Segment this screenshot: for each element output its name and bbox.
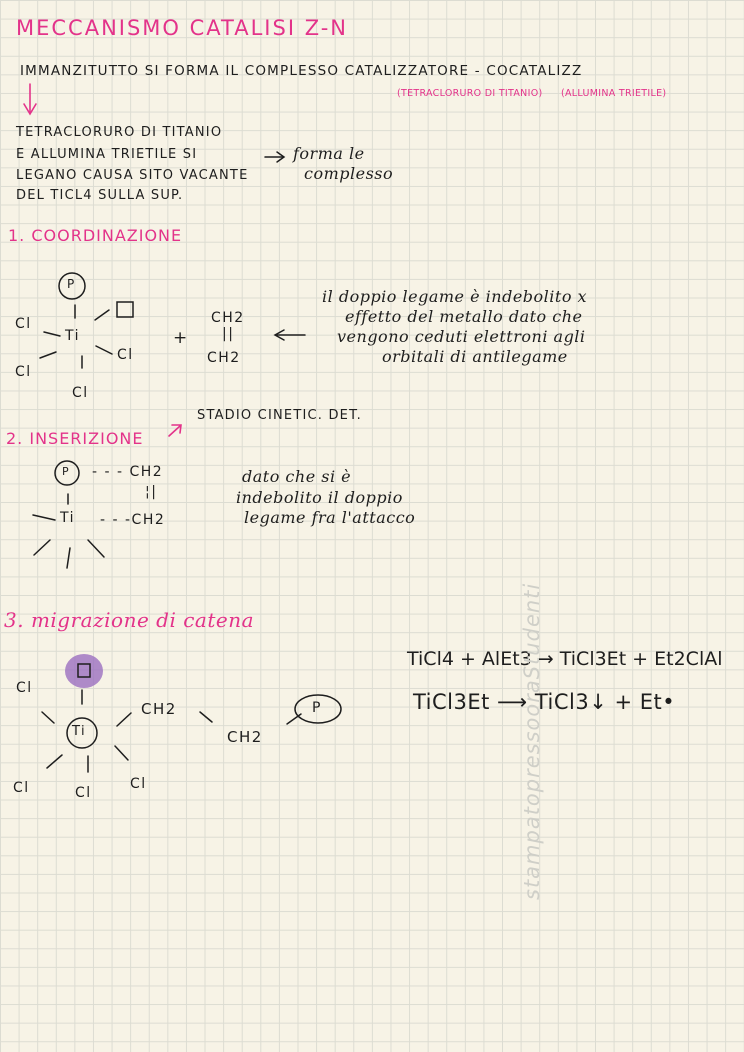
- polymer-label-3: P: [312, 700, 322, 716]
- ti-atom: Ti: [65, 328, 81, 344]
- cl-atom-7: Cl: [75, 785, 92, 801]
- migration-ch2-2: CH2: [227, 728, 263, 746]
- cl-atom-4: Cl: [72, 385, 89, 401]
- insertion-ch2-bottom: - - -CH2: [100, 512, 166, 528]
- heading-inserzione: 2. INSERIZIONE: [6, 429, 144, 448]
- insertion-explanation-3: legame fra l'attacco: [244, 508, 416, 527]
- insertion-ch2-top: - - - CH2: [92, 464, 164, 480]
- cl-atom-3: Cl: [15, 364, 32, 380]
- cocatalyst-note: (ALLUMINA TRIETILE): [561, 88, 667, 99]
- intro-block-line-2: E ALLUMINA TRIETILE SI: [16, 147, 198, 162]
- coordination-explanation-2: effetto del metallo dato che: [345, 307, 583, 326]
- intro-arrow-text-1: forma le: [293, 144, 365, 163]
- equation-2: TiCl3Et ⟶ TiCl3↓ + Et•: [413, 690, 676, 714]
- ethylene-double-bond: ||: [222, 326, 235, 342]
- insertion-bond: ¦|: [145, 484, 158, 500]
- intro-block-line-1: TETRACLORURO DI TITANIO: [16, 125, 223, 140]
- ti-atom-2: Ti: [60, 510, 76, 526]
- intro-block-line-4: DEL TICL4 SULLA SUP.: [16, 188, 184, 203]
- cl-atom-6: Cl: [13, 780, 30, 796]
- ethylene-ch2-top: CH2: [211, 310, 245, 326]
- insertion-explanation-2: indebolito il doppio: [236, 488, 403, 507]
- cl-atom-2: Cl: [117, 347, 134, 363]
- coordination-explanation-3: vengono ceduti elettroni agli: [337, 327, 586, 346]
- catalyst-note: (TETRACLORURO DI TITANIO): [397, 88, 543, 99]
- equation-1: TiCl4 + AlEt3 → TiCl3Et + Et2ClAl: [407, 648, 723, 670]
- watermark: stampatopressooraStudenti: [520, 582, 544, 900]
- coordination-explanation-4: orbitali di antilegame: [382, 347, 568, 366]
- page-title: MECCANISMO CATALISI Z-N: [16, 16, 348, 40]
- intro-arrow-text-2: complesso: [304, 164, 394, 183]
- intro-block-line-3: LEGANO CAUSA SITO VACANTE: [16, 168, 249, 183]
- heading-coordinazione: 1. COORDINAZIONE: [8, 226, 183, 245]
- insertion-explanation-1: dato che si è: [242, 467, 352, 486]
- ethylene-ch2-bottom: CH2: [207, 350, 241, 366]
- heading-migrazione: 3. migrazione di catena: [4, 608, 254, 632]
- polymer-label-2: P: [62, 465, 71, 478]
- cl-atom-1: Cl: [15, 316, 32, 332]
- intro-line: IMMANZITUTTO SI FORMA IL COMPLESSO CATALIZZATORE - COCATALIZZ: [20, 63, 583, 79]
- plus-sign: +: [173, 328, 189, 348]
- cl-atom-5: Cl: [16, 680, 33, 696]
- migration-ch2-1: CH2: [141, 700, 177, 718]
- coordination-explanation-1: il doppio legame è indebolito x: [322, 287, 588, 306]
- rate-determining-note: STADIO CINETIC. DET.: [197, 408, 363, 423]
- polymer-label: P: [67, 277, 76, 291]
- ti-atom-3: Ti: [72, 724, 87, 739]
- cl-atom-8: Cl: [130, 776, 147, 792]
